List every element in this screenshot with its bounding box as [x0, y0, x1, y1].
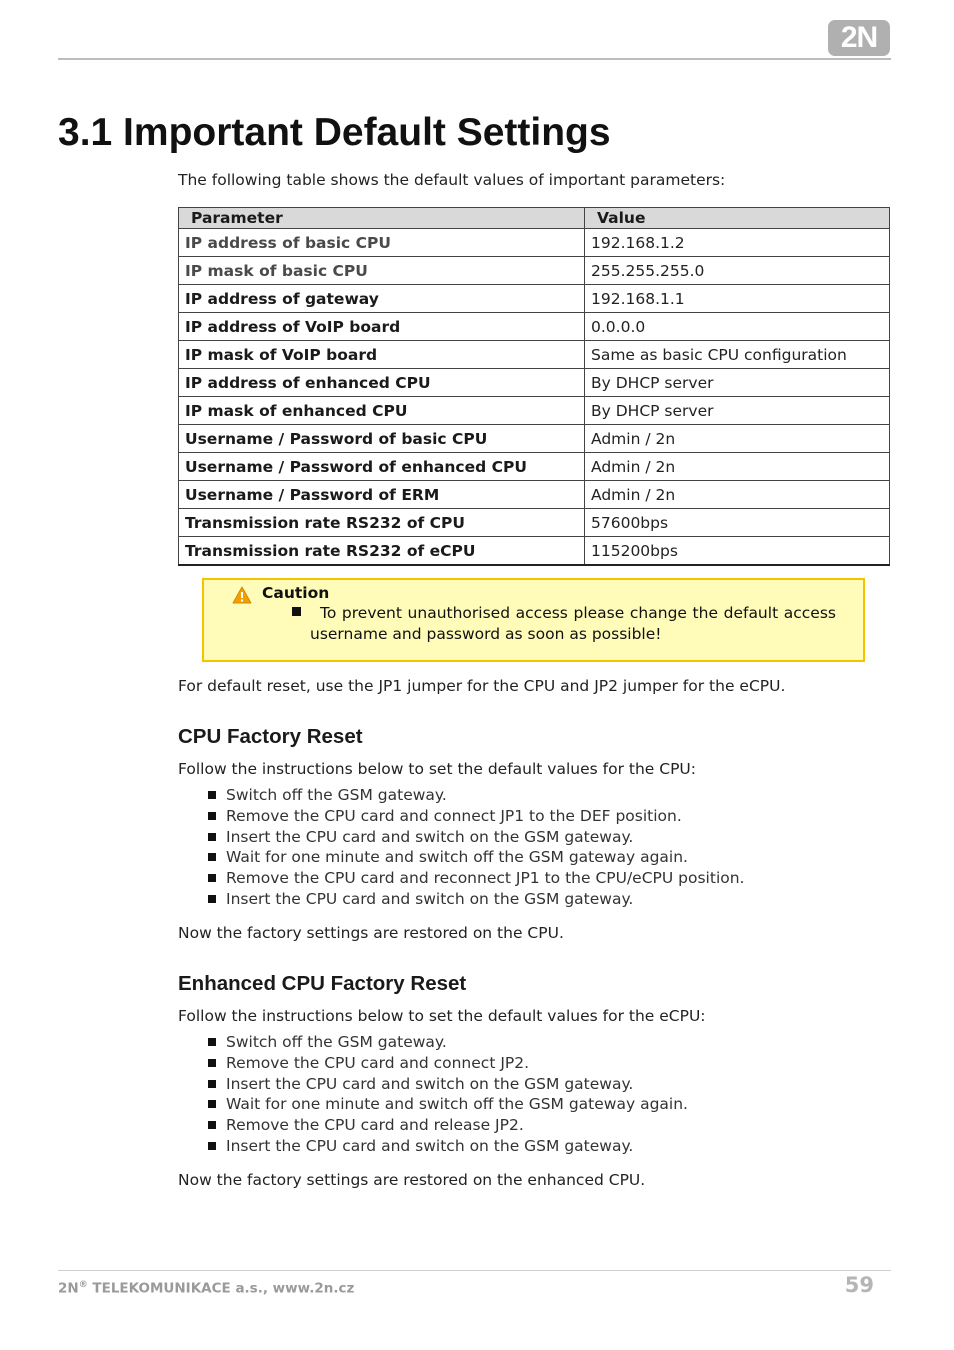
- value-cell: Admin / 2n: [585, 425, 890, 453]
- parameter-cell: IP mask of enhanced CPU: [179, 397, 585, 425]
- step-text: Remove the CPU card and release JP2.: [226, 1116, 524, 1135]
- bullet-marker: [208, 1121, 216, 1129]
- list-item: [206, 827, 745, 848]
- ecpu-reset-intro: Follow the instructions below to set the default values for the eCPU:: [178, 1007, 706, 1025]
- ecpu-reset-heading: Enhanced CPU Factory Reset: [178, 972, 467, 995]
- parameter-cell: IP address of VoIP board: [179, 313, 585, 341]
- column-header-value: Value: [585, 208, 890, 229]
- step-text: Remove the CPU card and connect JP1 to the DEF position.: [226, 806, 682, 825]
- value-cell: Same as basic CPU configuration: [585, 341, 890, 369]
- table-row: [179, 453, 890, 481]
- list-item: [206, 1032, 688, 1053]
- bullet-marker: [208, 812, 216, 820]
- value-cell: Admin / 2n: [585, 481, 890, 509]
- step-text: Remove the CPU card and connect JP2.: [226, 1053, 530, 1072]
- header-divider: [58, 58, 891, 60]
- value-cell: 115200bps: [585, 537, 890, 566]
- page-title: 3.1 Important Default Settings: [58, 111, 611, 154]
- table-row: [179, 537, 890, 566]
- step-text: Switch off the GSM gateway.: [226, 786, 447, 804]
- list-item: [206, 1074, 688, 1095]
- bullet-marker: [208, 1100, 216, 1108]
- parameter-cell: IP mask of VoIP board: [179, 341, 585, 369]
- default-settings-table: [178, 207, 890, 566]
- ecpu-reset-outro: Now the factory settings are restored on the enhanced CPU.: [178, 1171, 646, 1189]
- bullet-marker: [292, 607, 301, 616]
- step-text: Wait for one minute and switch off the GSM gateway again.: [226, 1095, 688, 1114]
- value-cell: 255.255.255.0: [585, 257, 890, 285]
- bullet-marker: [208, 833, 216, 841]
- list-item: [206, 1053, 688, 1074]
- value-cell: 0.0.0.0: [585, 313, 890, 341]
- list-item: [206, 806, 745, 827]
- parameter-cell: IP address of gateway: [179, 285, 585, 313]
- caution-box: [202, 578, 865, 662]
- 2n-logo: [828, 20, 890, 56]
- bullet-marker: [208, 874, 216, 882]
- ecpu-reset-steps: [206, 1032, 688, 1157]
- caution-title: Caution: [262, 584, 330, 602]
- bullet-marker: [208, 1038, 216, 1046]
- bullet-marker: [208, 791, 216, 799]
- list-item: [206, 1115, 688, 1136]
- value-cell: By DHCP server: [585, 369, 890, 397]
- list-item: [206, 1094, 688, 1115]
- footer-company: [58, 1280, 354, 1297]
- list-item: [206, 847, 745, 868]
- bullet-marker: [208, 1080, 216, 1088]
- cpu-reset-steps: [206, 785, 745, 910]
- page-number: 59: [844, 1273, 874, 1297]
- reset-note: For default reset, use the JP1 jumper for the CPU and JP2 jumper for the eCPU.: [178, 677, 786, 695]
- table-row: [179, 397, 890, 425]
- bullet-marker: [208, 1059, 216, 1067]
- cpu-reset-heading: CPU Factory Reset: [178, 725, 363, 748]
- value-cell: 192.168.1.1: [585, 285, 890, 313]
- parameter-cell: Transmission rate RS232 of eCPU: [179, 537, 585, 566]
- parameter-cell: Username / Password of ERM: [179, 481, 585, 509]
- list-item: [206, 868, 745, 889]
- intro-paragraph: The following table shows the default values of important parameters:: [178, 171, 726, 189]
- table-header-row: [179, 208, 890, 229]
- value-cell: By DHCP server: [585, 397, 890, 425]
- table-row: [179, 481, 890, 509]
- table-row: [179, 509, 890, 537]
- parameter-cell: IP address of enhanced CPU: [179, 369, 585, 397]
- list-item: [206, 889, 745, 910]
- footer-brand: 2N: [58, 1280, 79, 1297]
- bullet-marker: [208, 853, 216, 861]
- table-row: [179, 285, 890, 313]
- table-row: [179, 425, 890, 453]
- step-text: Insert the CPU card and switch on the GSM gateway.: [226, 1074, 634, 1093]
- table-row: [179, 257, 890, 285]
- column-header-parameter: Parameter: [179, 208, 585, 229]
- value-cell: 57600bps: [585, 509, 890, 537]
- step-text: Insert the CPU card and switch on the GSM gateway.: [226, 1136, 634, 1155]
- step-text: Wait for one minute and switch off the GSM gateway again.: [226, 848, 688, 867]
- parameter-cell: IP mask of basic CPU: [179, 257, 585, 285]
- caution-text: To prevent unauthorised access please change the default access username and password as soon as possible!: [310, 604, 836, 643]
- step-text: Insert the CPU card and switch on the GSM gateway.: [226, 827, 634, 846]
- step-text: Switch off the GSM gateway.: [226, 1033, 447, 1051]
- step-text: Insert the CPU card and switch on the GSM gateway.: [226, 889, 634, 908]
- value-cell: Admin / 2n: [585, 453, 890, 481]
- bullet-marker: [208, 895, 216, 903]
- cpu-reset-outro: Now the factory settings are restored on the CPU.: [178, 924, 564, 942]
- warning-icon: [232, 586, 252, 604]
- parameter-cell: IP address of basic CPU: [179, 229, 585, 257]
- bullet-marker: [208, 1142, 216, 1150]
- parameter-cell: Username / Password of enhanced CPU: [179, 453, 585, 481]
- value-cell: 192.168.1.2: [585, 229, 890, 257]
- table-row: [179, 313, 890, 341]
- registered-mark: ®: [78, 1280, 88, 1290]
- logo-text: 2N: [840, 21, 878, 54]
- list-item: [206, 1136, 688, 1157]
- cpu-reset-intro: Follow the instructions below to set the default values for the CPU:: [178, 760, 696, 778]
- parameter-cell: Username / Password of basic CPU: [179, 425, 585, 453]
- parameter-cell: Transmission rate RS232 of CPU: [179, 509, 585, 537]
- footer-divider: [58, 1270, 891, 1271]
- table-row: [179, 341, 890, 369]
- list-item: [206, 785, 745, 806]
- table-row: [179, 369, 890, 397]
- step-text: Remove the CPU card and reconnect JP1 to the CPU/eCPU position.: [226, 869, 745, 888]
- table-row: [179, 229, 890, 257]
- footer-company-text: TELEKOMUNIKACE a.s., www.2n.cz: [87, 1280, 355, 1297]
